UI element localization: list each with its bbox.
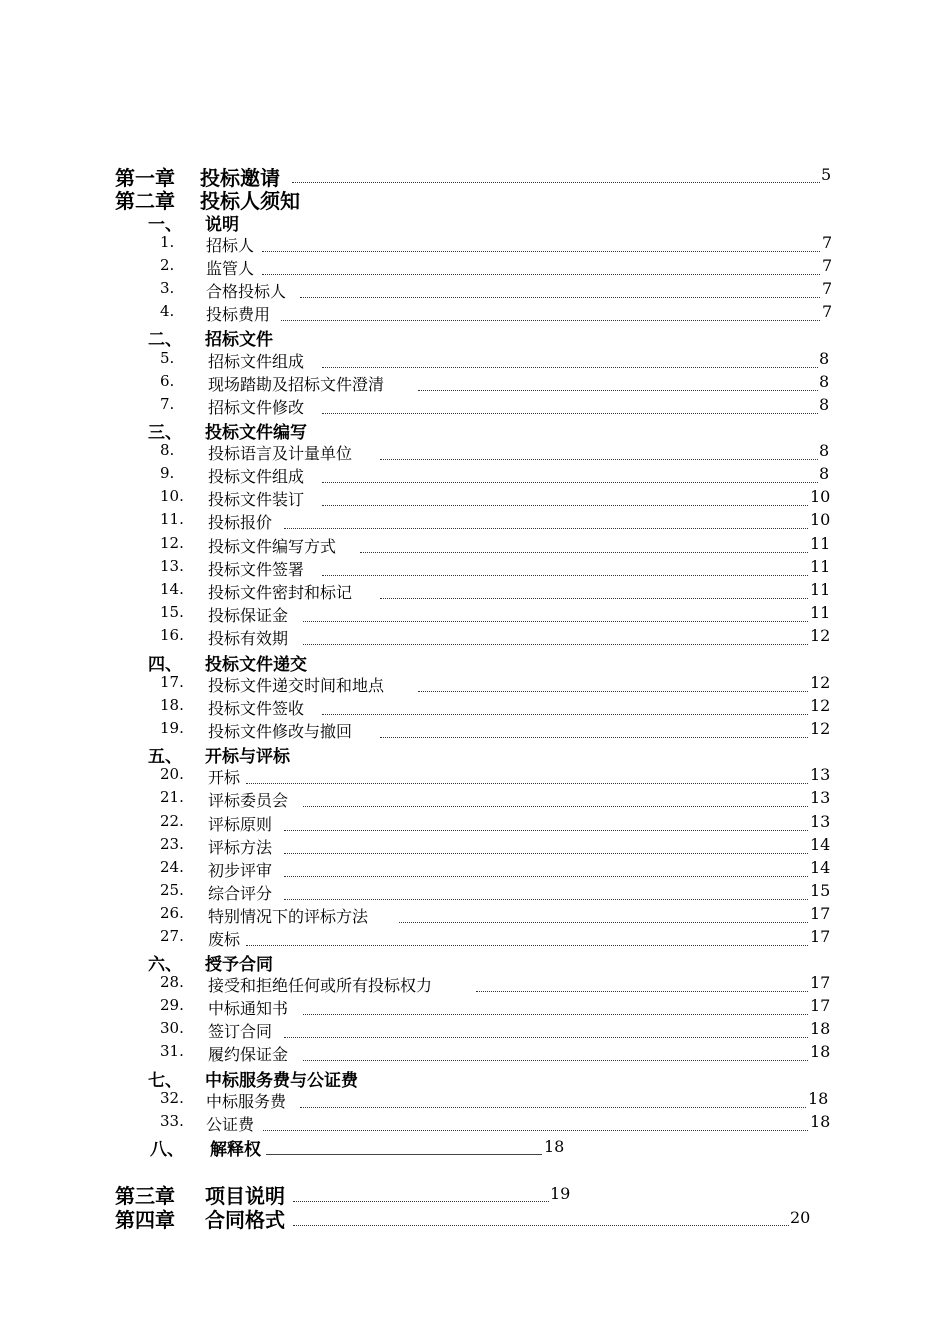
page-number: 15 — [810, 881, 831, 900]
toc-entry-ch4[interactable] — [0, 1204, 950, 1232]
section-title: 开标与评标 — [205, 747, 290, 767]
item-number: 26. — [160, 904, 184, 922]
item-number: 11. — [160, 510, 184, 528]
toc-entry-ch2[interactable] — [0, 185, 950, 213]
item-number: 31. — [160, 1042, 184, 1060]
dot-leader — [360, 552, 808, 553]
dot-leader — [284, 899, 808, 900]
dot-leader — [380, 737, 808, 738]
item-number: 6. — [160, 372, 175, 390]
item-title: 履约保证金 — [208, 1045, 289, 1064]
dot-leader — [262, 251, 820, 252]
item-number: 9. — [160, 464, 175, 482]
page-number: 20 — [790, 1208, 811, 1227]
toc-item[interactable] — [0, 696, 950, 718]
item-title: 公证费 — [206, 1115, 255, 1134]
section-title: 说明 — [205, 215, 239, 235]
page-number: 8 — [819, 372, 830, 391]
toc-section-6[interactable] — [0, 950, 950, 975]
item-number: 32. — [160, 1089, 184, 1107]
dot-leader — [303, 1014, 808, 1015]
page-number: 10 — [810, 487, 831, 506]
page-number: 12 — [810, 696, 831, 715]
dot-leader — [322, 505, 808, 506]
page-number: 8 — [819, 349, 830, 368]
item-title: 投标文件递交时间和地点 — [208, 676, 385, 695]
item-title: 投标文件装订 — [208, 490, 305, 509]
item-number: 14. — [160, 580, 184, 598]
toc-item[interactable] — [0, 788, 950, 810]
dot-leader — [246, 945, 808, 946]
page-number: 12 — [810, 673, 831, 692]
dot-leader — [380, 459, 818, 460]
item-title: 特别情况下的评标方法 — [208, 907, 369, 926]
toc-item[interactable] — [0, 973, 950, 995]
toc-item[interactable] — [0, 302, 950, 324]
section-label: 六、 — [148, 955, 182, 975]
item-title: 投标报价 — [208, 513, 273, 532]
page-number: 14 — [810, 858, 831, 877]
toc-entry-ch1[interactable] — [0, 162, 950, 190]
item-title: 投标文件签收 — [208, 699, 305, 718]
toc-item[interactable] — [0, 1089, 950, 1111]
item-number: 4. — [160, 302, 175, 320]
item-number: 8. — [160, 441, 175, 459]
item-title: 招标文件修改 — [208, 398, 305, 417]
chapter-title: 项目说明 — [205, 1184, 285, 1208]
item-title: 投标语言及计量单位 — [208, 444, 353, 463]
toc-item[interactable] — [0, 510, 950, 532]
item-title: 投标文件组成 — [208, 467, 305, 486]
toc-section-7[interactable] — [0, 1066, 950, 1091]
page-number: 11 — [810, 603, 831, 622]
section-label: 三、 — [148, 423, 182, 443]
section-title: 解释权 — [210, 1140, 261, 1160]
toc-item[interactable] — [0, 233, 950, 255]
toc-section-1[interactable] — [0, 210, 950, 235]
item-title: 监管人 — [206, 259, 255, 278]
item-title: 投标文件密封和标记 — [208, 583, 353, 602]
toc-item[interactable] — [0, 464, 950, 486]
dot-leader — [293, 1225, 789, 1226]
chapter-title: 投标人须知 — [200, 189, 300, 213]
toc-item[interactable] — [0, 279, 950, 301]
item-title: 评标委员会 — [208, 791, 289, 810]
dot-leader — [322, 714, 808, 715]
page-number: 17 — [810, 996, 831, 1015]
page-number: 17 — [810, 904, 831, 923]
item-title: 评标原则 — [208, 815, 273, 834]
dot-leader — [322, 413, 818, 414]
item-number: 29. — [160, 996, 184, 1014]
item-title: 中标服务费 — [206, 1092, 287, 1111]
page-number: 17 — [810, 973, 831, 992]
section-title: 投标文件编写 — [205, 423, 307, 443]
item-number: 13. — [160, 557, 184, 575]
page-number: 12 — [810, 626, 831, 645]
dot-leader — [263, 1130, 808, 1131]
section-label: 七、 — [148, 1071, 182, 1091]
toc-item[interactable] — [0, 534, 950, 556]
dot-leader — [284, 853, 808, 854]
item-title: 评标方法 — [208, 838, 273, 857]
section-label: 二、 — [148, 330, 182, 350]
toc-item[interactable] — [0, 812, 950, 834]
section-title: 投标文件递交 — [205, 655, 307, 675]
section-title: 招标文件 — [205, 330, 273, 350]
item-number: 23. — [160, 835, 184, 853]
chapter-label: 第二章 — [115, 189, 175, 213]
page-number: 17 — [810, 927, 831, 946]
toc-entry-ch3[interactable] — [0, 1180, 950, 1208]
toc-item[interactable] — [0, 858, 950, 880]
toc-item[interactable] — [0, 904, 950, 926]
item-number: 1. — [160, 233, 175, 251]
page-number: 13 — [810, 765, 831, 784]
section-label: 四、 — [148, 655, 182, 675]
toc-item[interactable] — [0, 719, 950, 741]
item-title: 投标保证金 — [208, 606, 289, 625]
toc-item[interactable] — [0, 441, 950, 463]
item-number: 3. — [160, 279, 175, 297]
toc-item[interactable] — [0, 1112, 950, 1134]
toc-section-5[interactable] — [0, 742, 950, 767]
chapter-label: 第四章 — [115, 1208, 175, 1232]
dot-leader — [246, 783, 808, 784]
item-title: 签订合同 — [208, 1022, 273, 1041]
page-number: 8 — [819, 464, 830, 483]
chapter-label: 第三章 — [115, 1184, 175, 1208]
page-number: 18 — [544, 1137, 565, 1156]
page-number: 10 — [810, 510, 831, 529]
item-number: 25. — [160, 881, 184, 899]
section-label: 一、 — [148, 215, 182, 235]
dot-leader — [266, 1154, 542, 1155]
item-title: 综合评分 — [208, 884, 273, 903]
item-number: 21. — [160, 788, 184, 806]
page-number: 11 — [810, 557, 831, 576]
page-number: 8 — [819, 395, 830, 414]
dot-leader — [322, 575, 808, 576]
item-number: 24. — [160, 858, 184, 876]
toc-item[interactable] — [0, 881, 950, 903]
chapter-label: 第一章 — [115, 166, 175, 190]
toc-item[interactable] — [0, 487, 950, 509]
page-number: 7 — [822, 279, 833, 298]
item-number: 22. — [160, 812, 184, 830]
dot-leader — [380, 598, 808, 599]
dot-leader — [418, 390, 818, 391]
page-number: 5 — [821, 165, 832, 184]
item-title: 投标文件签署 — [208, 560, 305, 579]
page-number: 18 — [808, 1089, 829, 1108]
item-number: 27. — [160, 927, 184, 945]
item-number: 33. — [160, 1112, 184, 1130]
toc-item[interactable] — [0, 673, 950, 695]
page-number: 13 — [810, 788, 831, 807]
item-number: 7. — [160, 395, 175, 413]
section-label: 五、 — [148, 747, 182, 767]
page-number: 18 — [810, 1042, 831, 1061]
item-title: 投标费用 — [206, 305, 271, 324]
item-title: 投标文件编写方式 — [208, 537, 337, 556]
section-title: 中标服务费与公证费 — [205, 1071, 358, 1091]
dot-leader — [262, 274, 820, 275]
dot-leader — [303, 621, 808, 622]
chapter-title: 合同格式 — [205, 1208, 285, 1232]
item-title: 接受和拒绝任何或所有投标权力 — [208, 976, 433, 995]
toc-item[interactable] — [0, 927, 950, 949]
page-number: 11 — [810, 580, 831, 599]
item-number: 30. — [160, 1019, 184, 1037]
toc-item[interactable] — [0, 603, 950, 625]
page-number: 13 — [810, 812, 831, 831]
dot-leader — [303, 644, 808, 645]
toc-item[interactable] — [0, 256, 950, 278]
page-number: 18 — [810, 1112, 831, 1131]
item-title: 招标人 — [206, 236, 255, 255]
page-number: 7 — [822, 302, 833, 321]
dot-leader — [322, 482, 818, 483]
toc-item[interactable] — [0, 1042, 950, 1064]
page-number: 18 — [810, 1019, 831, 1038]
section-label: 八、 — [150, 1140, 184, 1160]
item-title: 废标 — [208, 930, 241, 949]
dot-leader — [284, 1037, 808, 1038]
dot-leader — [300, 1107, 806, 1108]
item-title: 现场踏勘及招标文件澄清 — [208, 375, 385, 394]
toc-item[interactable] — [0, 395, 950, 417]
toc-item[interactable] — [0, 557, 950, 579]
dot-leader — [284, 876, 808, 877]
item-number: 16. — [160, 626, 184, 644]
toc-item[interactable] — [0, 580, 950, 602]
toc-item[interactable] — [0, 996, 950, 1018]
section-title: 授予合同 — [205, 955, 273, 975]
dot-leader — [292, 182, 820, 183]
toc-section-2[interactable] — [0, 325, 950, 350]
page-number: 7 — [822, 233, 833, 252]
item-number: 20. — [160, 765, 184, 783]
toc-item[interactable] — [0, 626, 950, 648]
dot-leader — [303, 1060, 808, 1061]
dot-leader — [303, 806, 808, 807]
item-title: 招标文件组成 — [208, 352, 305, 371]
item-title: 投标文件修改与撤回 — [208, 722, 353, 741]
item-number: 5. — [160, 349, 175, 367]
item-title: 中标通知书 — [208, 999, 289, 1018]
item-number: 17. — [160, 673, 184, 691]
toc-item[interactable] — [0, 765, 950, 787]
item-title: 投标有效期 — [208, 629, 289, 648]
item-number: 18. — [160, 696, 184, 714]
dot-leader — [281, 320, 820, 321]
item-number: 28. — [160, 973, 184, 991]
page-number: 19 — [550, 1184, 571, 1203]
dot-leader — [322, 367, 818, 368]
toc-section-4[interactable] — [0, 650, 950, 675]
item-title: 合格投标人 — [206, 282, 287, 301]
dot-leader — [284, 830, 808, 831]
dot-leader — [418, 691, 808, 692]
item-number: 12. — [160, 534, 184, 552]
item-number: 2. — [160, 256, 175, 274]
page-number: 12 — [810, 719, 831, 738]
chapter-title: 投标邀请 — [200, 166, 280, 190]
item-title: 开标 — [208, 768, 241, 787]
toc-item[interactable] — [0, 349, 950, 371]
toc-item[interactable] — [0, 835, 950, 857]
toc-item[interactable] — [0, 372, 950, 394]
page-number: 11 — [810, 534, 831, 553]
item-title: 初步评审 — [208, 861, 273, 880]
dot-leader — [300, 297, 820, 298]
toc-item[interactable] — [0, 1019, 950, 1041]
page-number: 7 — [822, 256, 833, 275]
dot-leader — [284, 528, 808, 529]
item-number: 19. — [160, 719, 184, 737]
dot-leader — [399, 922, 808, 923]
toc-section-8[interactable] — [0, 1135, 950, 1160]
item-number: 15. — [160, 603, 184, 621]
page-number: 8 — [819, 441, 830, 460]
item-number: 10. — [160, 487, 184, 505]
page-number: 14 — [810, 835, 831, 854]
dot-leader — [293, 1201, 549, 1202]
toc-section-3[interactable] — [0, 418, 950, 443]
dot-leader — [476, 991, 808, 992]
